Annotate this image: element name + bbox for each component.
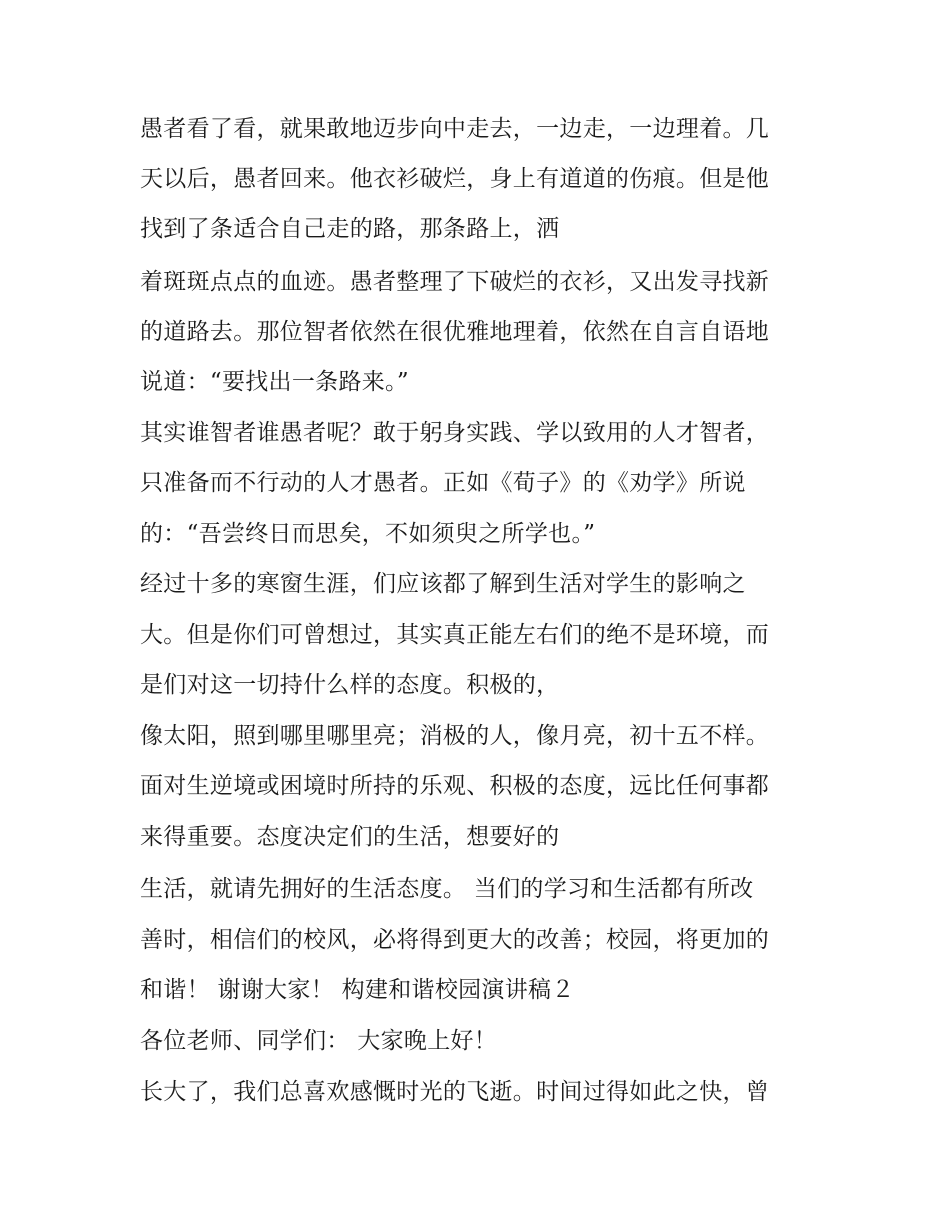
text-line: 是们对这一切持什么样的态度。积极的，	[140, 672, 560, 698]
text-line: 说道：“要找出一条路来。”	[140, 369, 409, 395]
text-line: 愚者看了看，就果敢地迈步向中走去，一边走，一边理着。几	[140, 116, 770, 142]
text-line: 天以后，愚者回来。他衣衫破烂，身上有道道的伤痕。但是他	[140, 166, 770, 192]
text-line: 和谐！ 谢谢大家！ 构建和谐校园演讲稿２	[140, 977, 575, 1003]
text-line: 的道路去。那位智者依然在很优雅地理着，依然在自言自语地	[140, 319, 770, 345]
text-line: 善时，相信们的校风，必将得到更大的改善；校园，将更加的	[140, 927, 770, 953]
text-line: 生活，就请先拥好的生活态度。 当们的学习和生活都有所改	[140, 876, 754, 902]
text-line: 面对生逆境或困境时所持的乐观、积极的态度，远比任何事都	[140, 773, 770, 799]
text-line: 只准备而不行动的人才愚者。正如《荀子》的《劝学》所说	[140, 470, 746, 496]
text-line: 各位老师、同学们： 大家晚上好！	[140, 1028, 498, 1054]
text-line: 经过十多的寒窗生涯，们应该都了解到生活对学生的影响之	[140, 571, 746, 597]
text-line: 找到了条适合自己走的路，那条路上，洒	[140, 216, 560, 242]
text-line: 的：“吾尝终日而思矣，不如须臾之所学也。”	[140, 521, 596, 547]
text-line: 其实谁智者谁愚者呢？敢于躬身实践、学以致用的人才智者，	[140, 420, 770, 446]
text-line: 来得重要。态度决定们的生活，想要好的	[140, 824, 560, 850]
text-line: 大。但是你们可曾想过，其实真正能左右们的绝不是环境，而	[140, 622, 770, 648]
text-line: 长大了，我们总喜欢感慨时光的飞逝。时间过得如此之快，曾	[140, 1079, 770, 1105]
text-line: 着斑斑点点的血迹。愚者整理了下破烂的衣衫，又出发寻找新	[140, 269, 770, 295]
text-line: 像太阳，照到哪里哪里亮；消极的人，像月亮，初十五不样。	[140, 723, 770, 749]
